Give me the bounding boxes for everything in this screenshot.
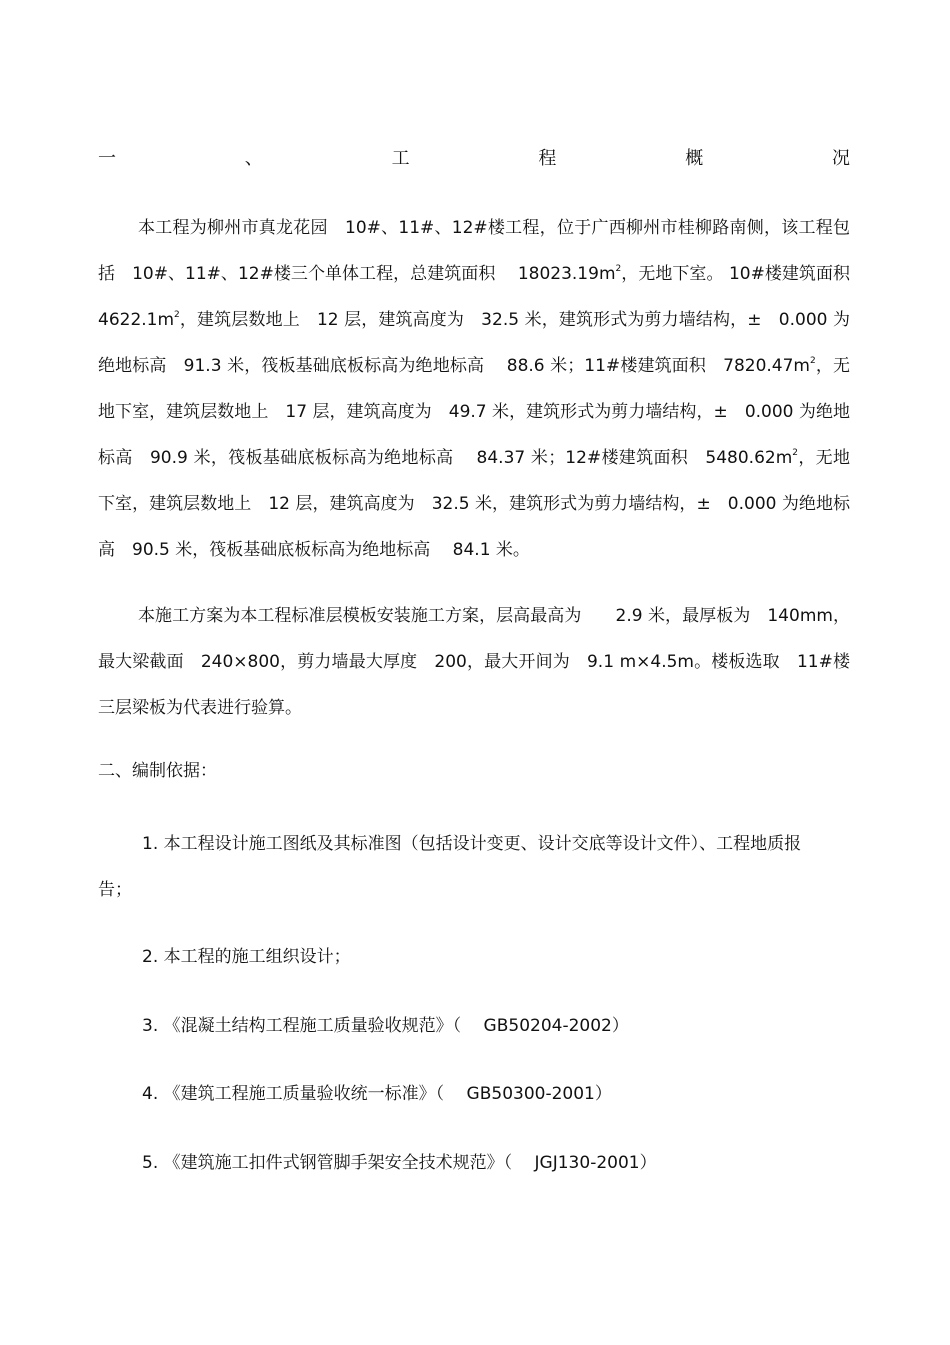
superscript-unit: 2 (615, 264, 622, 274)
basis-item (98, 1071, 850, 1117)
superscript-unit: 2 (810, 356, 816, 366)
superscript-unit: 2 (174, 310, 180, 320)
heading-char: 况 (831, 148, 850, 169)
basis-item-number: 2. (142, 947, 159, 967)
basis-item-number: 1. (142, 834, 159, 854)
overview-text: ，无地下室，建筑层数地上 17 层，建筑高度为 49.7 米，建筑形式为剪力墙结构，± 0.000 为绝地标高 90.9 米，筏板基础底板标高为绝地标高 84.37 米；12#楼建筑面积 5480.62m (98, 356, 851, 468)
basis-item-number: 5. (142, 1153, 159, 1173)
overview-text: ，无地下室。 10#楼建筑面积 4622.1m (98, 264, 850, 330)
basis-item-text: 《建筑施工扣件式钢管脚手架安全技术规范》（ JGJ130-2001） (163, 1153, 657, 1173)
heading-char: 工 (391, 148, 410, 169)
basis-item-number: 3. (142, 1016, 159, 1036)
basis-item-number: 4. (142, 1084, 159, 1104)
heading-char: 程 (538, 148, 557, 169)
overview-paragraph (98, 205, 850, 573)
heading-char: 、 (244, 148, 263, 169)
basis-item (98, 934, 850, 980)
scheme-paragraph: 本施工方案为本工程标准层模板安装施工方案，层高最高为 2.9 米，最厚板为 140mm，最大梁截面 240×800，剪力墙最大厚度 200，最大开间为 9.1 m×4.5m。楼板选取 11#楼三层梁板为代表进行验算。 (98, 606, 850, 718)
basis-item-text: 本工程设计施工图纸及其标准图（包括设计变更、设计交底等设计文件）、工程地质报告； (98, 834, 802, 900)
basis-item (98, 1003, 850, 1049)
basis-item-text: 《建筑工程施工质量验收统一标准》（ GB50300-2001） (163, 1084, 612, 1104)
basis-item (98, 821, 818, 913)
overview-text: ，建筑层数地上 12 层，建筑高度为 32.5 米，建筑形式为剪力墙结构，± 0.000 为绝地标高 91.3 米，筏板基础底板标高为绝地标高 88.6 米；11#楼建筑面积 7820.47m (98, 310, 850, 376)
basis-item-text: 本工程的施工组织设计； (163, 947, 351, 967)
overview-text: 本工程为柳州市真龙花园 10#、11#、12#楼工程，位于广西柳州市桂柳路南侧，该工程包括 10#、11#、12#楼三个单体工程，总建筑面积 18023.19m (98, 218, 850, 284)
section-heading-basis: 二、编制依据： (98, 761, 217, 781)
heading-char: 概 (685, 148, 704, 169)
basis-item-text: 《混凝土结构工程施工质量验收规范》（ GB50204-2002） (163, 1016, 629, 1036)
basis-item (98, 1140, 850, 1186)
section-heading-overview (98, 146, 850, 172)
overview-text: ，无地下室，建筑层数地上 12 层，建筑高度为 32.5 米，建筑形式为剪力墙结构，± 0.000 为绝地标高 90.5 米，筏板基础底板标高为绝地标高 84.1 米。 (98, 448, 850, 560)
heading-char: 一 (98, 148, 116, 169)
superscript-unit: 2 (792, 448, 799, 458)
